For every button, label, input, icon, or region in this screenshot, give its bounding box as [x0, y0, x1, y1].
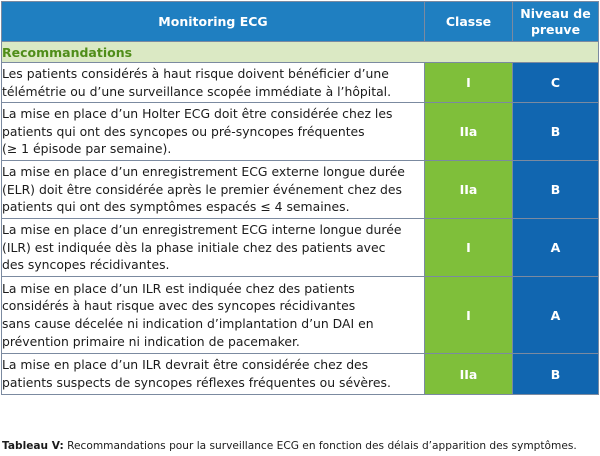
section-title-recommandations: Recommandations: [2, 42, 599, 63]
text-line: des syncopes récidivantes.: [2, 257, 170, 273]
text-line: patients suspects de syncopes réflexes fréquentes ou sévères.: [2, 375, 391, 390]
classe-cell: I: [425, 63, 513, 103]
text-line: (ELR) doit être considérée après le premier événement chez des: [2, 181, 402, 197]
text-line: Les patients considérés à haut risque doivent bénéficier d’une: [2, 65, 389, 81]
recommendation-text: [2, 161, 425, 219]
recommendation-text: [2, 354, 425, 395]
header-classe: Classe: [425, 2, 513, 42]
text-line: patients qui ont des symptômes espacés ≤ 4 semaines.: [2, 199, 350, 215]
text-line: prévention primaire ni indication de pacemaker.: [2, 333, 300, 349]
niveau-cell: B: [513, 354, 599, 395]
table-row: [2, 277, 599, 354]
niveau-cell: C: [513, 63, 599, 103]
classe-cell: IIa: [425, 354, 513, 395]
niveau-cell: B: [513, 103, 599, 161]
section-row: [2, 42, 599, 63]
table-row: [2, 63, 599, 103]
text-line: La mise en place d’un ILR devrait être considérée chez des: [2, 357, 369, 373]
text-line: sans cause décelée ni indication d’implantation d’un DAI en: [2, 316, 374, 331]
text-line: La mise en place d’un Holter ECG doit être considérée chez les: [2, 106, 393, 122]
text-line: télémétrie ou d’une surveillance scopée immédiate à l’hôpital.: [2, 83, 392, 99]
classe-cell: I: [425, 219, 513, 277]
table-row: [2, 161, 599, 219]
niveau-cell: A: [513, 219, 599, 277]
caption-text: Recommandations pour la surveillance ECG en fonction des délais d’apparition des symptômes.: [63, 440, 577, 452]
table-row: [2, 219, 599, 277]
table-caption: [2, 440, 577, 452]
table-header-row: [2, 2, 599, 42]
niveau-cell: A: [513, 277, 599, 354]
header-niveau-de-preuve: [513, 2, 599, 42]
recommendation-text: [2, 219, 425, 277]
classe-cell: I: [425, 277, 513, 354]
recommendation-text: [2, 63, 425, 103]
classe-cell: IIa: [425, 161, 513, 219]
niveau-cell: B: [513, 161, 599, 219]
text-line: La mise en place d’un enregistrement ECG interne longue durée: [2, 222, 402, 238]
text-line: considérés à haut risque avec des syncopes récidivantes: [2, 298, 356, 314]
recommendations-table: [1, 1, 599, 395]
header-monitoring-ecg: Monitoring ECG: [2, 2, 425, 42]
text-line: La mise en place d’un ILR est indiquée chez des patients: [2, 280, 355, 296]
header-niveau-line1: Niveau de: [520, 5, 591, 21]
recommendation-text: [2, 103, 425, 161]
recommendation-text: [2, 277, 425, 354]
header-niveau-line2: preuve: [530, 21, 581, 37]
classe-cell: IIa: [425, 103, 513, 161]
table-row: [2, 354, 599, 395]
text-line: La mise en place d’un enregistrement ECG externe longue durée: [2, 164, 405, 180]
text-line: patients qui ont des syncopes ou pré-syncopes fréquentes: [2, 123, 365, 139]
table-row: [2, 103, 599, 161]
caption-label: Tableau V:: [2, 440, 64, 452]
text-line: (ILR) est indiquée dès la phase initiale chez des patients avec: [2, 239, 386, 255]
text-line: (≥ 1 épisode par semaine).: [2, 141, 172, 157]
